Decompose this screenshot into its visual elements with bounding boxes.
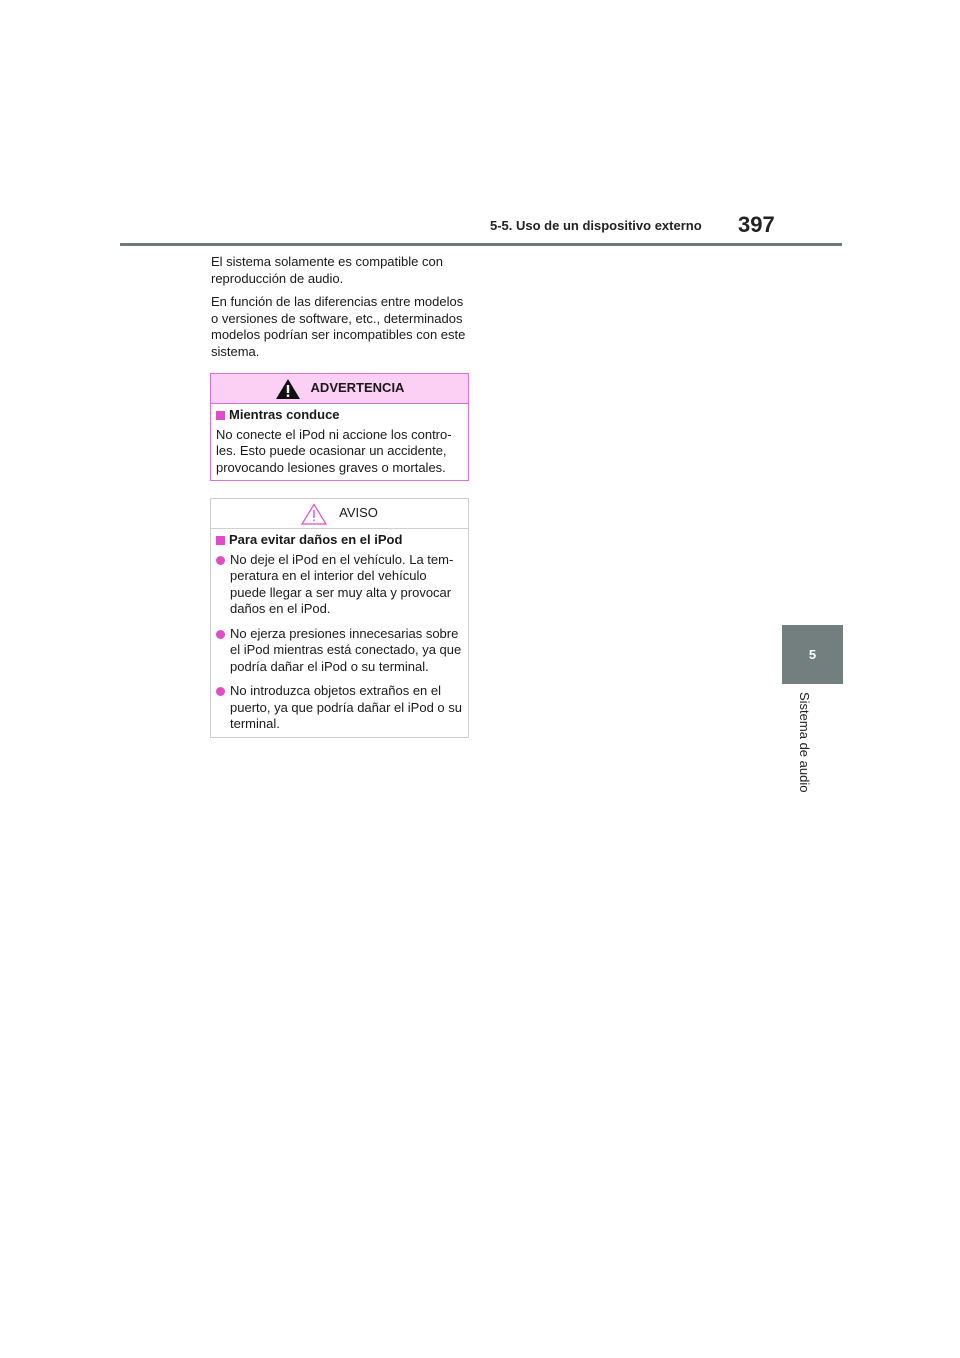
warning-box [210, 373, 469, 481]
intro-text [211, 254, 471, 367]
list-item-text: No ejerza presiones innecesarias sobre el iPod mientras está conectado, ya que podría dañar el iPod o su terminal. [230, 625, 462, 674]
warning-header [211, 374, 468, 404]
bullet-dot-icon [216, 630, 225, 639]
warning-subheading-text: Mientras conduce [229, 407, 340, 422]
bullet-dot-icon [216, 687, 225, 696]
list-item [216, 683, 464, 733]
warning-text: No conecte el iPod ni accione los contro-les. Esto puede ocasionar un accidente, provocando lesiones graves o mortales. [216, 426, 452, 475]
section-title: 5-5. Uso de un dispositivo externo [490, 218, 702, 233]
notice-heading: AVISO [339, 505, 378, 521]
header-rule [120, 243, 842, 246]
square-bullet-icon [216, 536, 225, 545]
warning-triangle-icon [275, 378, 301, 400]
notice-box [210, 498, 469, 738]
notice-subheading-text: Para evitar daños en el iPod [229, 532, 403, 547]
bullet-dot-icon [216, 556, 225, 565]
notice-subheading [216, 532, 464, 549]
chapter-number: 5 [808, 647, 817, 662]
list-item-text: No deje el iPod en el vehículo. La tem-peratura en el interior del vehículo puede llegar a ser muy alta y provocar daños en el iPod. [230, 551, 454, 616]
warning-subheading [216, 407, 464, 424]
notice-header [211, 499, 468, 529]
caution-triangle-icon [301, 503, 327, 525]
intro-paragraph: El sistema solamente es compatible con reproducción de audio. [211, 254, 443, 286]
list-item-text: No introduzca objetos extraños en el puerto, ya que podría dañar el iPod o su terminal. [230, 683, 462, 731]
list-item [216, 552, 464, 618]
warning-heading: ADVERTENCIA [310, 380, 405, 396]
chapter-tab [782, 625, 843, 684]
list-item [216, 626, 464, 676]
intro-paragraph: En función de las diferencias entre modelos o versiones de software, etc., determinados modelos podrían ser incompatibles con este sistema. [211, 294, 466, 359]
square-bullet-icon [216, 411, 225, 420]
chapter-title: Sistema de audio [797, 692, 812, 793]
page-number: 397 [738, 212, 775, 237]
